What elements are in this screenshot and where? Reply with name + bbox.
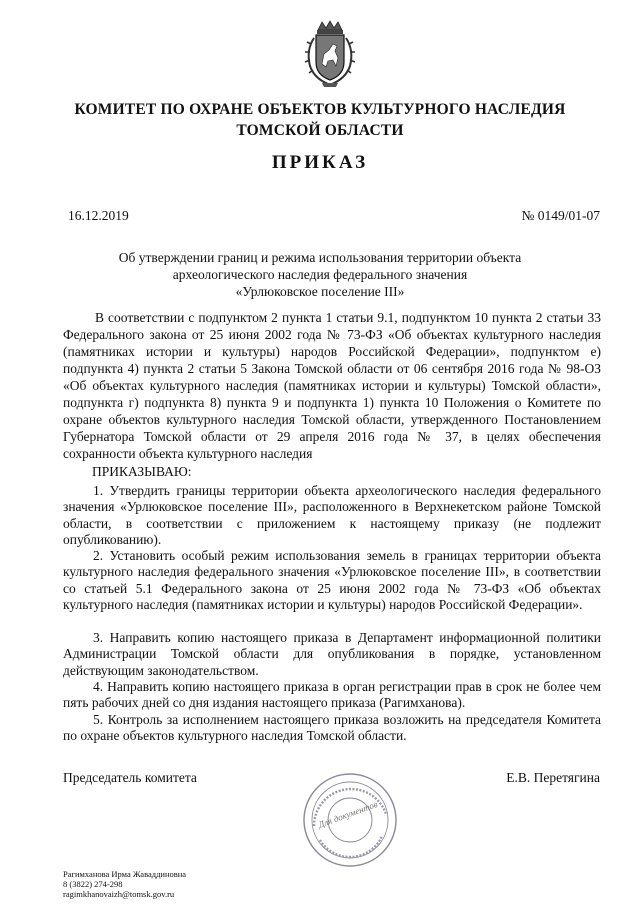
order-item-4: 4. Направить копию настоящего приказа в орган регистрации прав в срок не более чем пять рабочих дней со дня издания настоящего приказа (Рагимханова). — [63, 679, 601, 711]
executor-phone: 8 (3822) 274-298 — [63, 879, 123, 889]
organization-name-line1: КОМИТЕТ ПО ОХРАНЕ ОБЪЕКТОВ КУЛЬТУРНОГО НАСЛЕДИЯ — [74, 101, 566, 118]
document-title-line3: «Урлюковское поселение III» — [235, 284, 405, 299]
document-type-heading: ПРИКАЗ — [271, 152, 369, 173]
signatory-title: Председатель комитета — [63, 770, 197, 785]
official-stamp — [300, 770, 400, 870]
order-item-5: 5. Контроль за исполнением настоящего приказа возложить на председателя Комитета по охране объектов культурного наследия Томской области. — [63, 712, 601, 744]
preamble-paragraph: В соответствии с подпунктом 2 пункта 1 статьи 9.1, подпунктом 10 пункта 2 статьи 33 Федерального закона от 25 июня 2002 года № 73-ФЗ «Об объектах культурного наследия (памятниках истории и культуры) народов Российской Федерации», подпунктом е) подпункта 4) пункта 2 статьи 5 Закона Томской области от 06 сентября 2016 года № 98-ОЗ «Об объектах культурного наследия (памятниках истории и культуры) Томской области», подпункта г) подпункта 8) пункта 9 и подпункта 1) пункта 10 Положения о Комитете по охране объектов культурного наследия Томской области, утвержденного Постановлением Губернатора Томской области от 29 апреля 2016 года № 37, в целях обеспечения сохранности объекта культурного наследия — [63, 310, 601, 461]
executor-email: ragimkhanovaizh@tomsk.gov.ru — [63, 889, 175, 899]
executor-name: Рагимханова Ирма Жаваддиновна — [63, 869, 187, 879]
coat-of-arms-icon — [300, 20, 360, 88]
order-keyword: ПРИКАЗЫВАЮ: — [92, 464, 192, 479]
order-item-1: 1. Утвердить границы территории объекта археологического наследия федерального значения «Урлюковское поселение III», расположенного в Верхнекетском районе Томской области, в соответствии с приложением к настоящему приказу (не подлежит опубликованию). — [63, 483, 601, 548]
document-number: № 0149/01-07 — [521, 208, 600, 223]
stamp-text: Для документов — [316, 799, 379, 830]
document-date: 16.12.2019 — [68, 208, 129, 223]
document-title-line2: археологического наследия федерального значения — [172, 267, 468, 282]
signatory-name: Е.В. Перетягина — [506, 770, 600, 785]
order-item-2: 2. Установить особый режим использования земель в границах территории объекта культурного наследия федерального значения «Урлюковское поселение III», в соответствии со статьей 5.1 Федерального закона от 25 июня 2002 года № 73-ФЗ «Об объектах культурного наследия (памятниках истории и культуры) народов Российской Федерации». — [63, 548, 601, 613]
document-title-line1: Об утверждении границ и режима использования территории объекта — [118, 250, 522, 265]
organization-name-line2: ТОМСКОЙ ОБЛАСТИ — [236, 122, 404, 139]
order-item-3: 3. Направить копию настоящего приказа в Департамент информационной политики Администрации Томской области для опубликования в порядке, установленном действующим законодательством. — [63, 630, 601, 678]
